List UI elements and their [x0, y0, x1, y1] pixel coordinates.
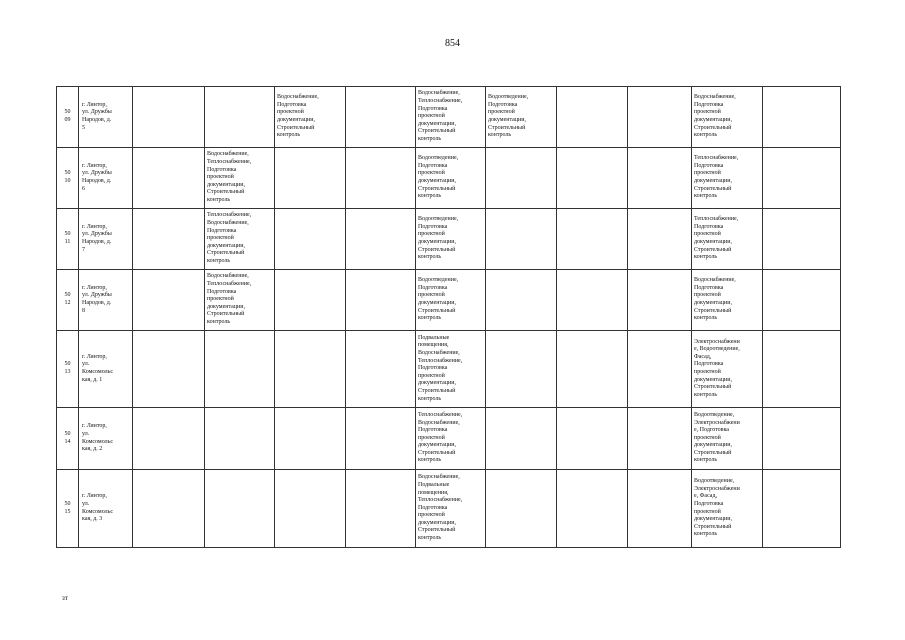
work-cell	[557, 148, 628, 209]
table-row	[57, 270, 841, 331]
work-cell	[205, 87, 275, 148]
work-cell	[205, 470, 275, 548]
work-cell	[275, 470, 346, 548]
work-cell	[557, 87, 628, 148]
row-number: 50 14	[57, 408, 79, 470]
work-cell	[763, 331, 841, 408]
address-cell: г. Лянтор, ул. Дружбы Народов, д. 8	[79, 270, 133, 331]
work-cell	[628, 408, 692, 470]
footer-mark: зт	[62, 594, 68, 602]
work-cell: Водоотведение, Подготовка проектной документации, Строительный контроль	[416, 270, 486, 331]
work-cell	[275, 408, 346, 470]
row-number: 50 12	[57, 270, 79, 331]
work-cell	[628, 87, 692, 148]
work-cell	[133, 87, 205, 148]
work-cell	[205, 408, 275, 470]
work-cell	[628, 148, 692, 209]
work-cell	[133, 408, 205, 470]
work-cell: Водоснабжение, Подготовка проектной документации, Строительный контроль	[692, 270, 763, 331]
work-cell	[557, 470, 628, 548]
address-cell: г. Лянтор, ул. Дружбы Народов, д. 5	[79, 87, 133, 148]
work-cell: Электроснабжени е, Водоотведение, Фасад, Подготовка проектной документации, Строительный контроль	[692, 331, 763, 408]
work-cell: Водоснабжение, Подвальные помещения, Теплоснабжение, Подготовка проектной документации, Строительный контроль	[416, 470, 486, 548]
address-cell: г. Лянтор, ул. Дружбы Народов, д. 6	[79, 148, 133, 209]
work-cell	[133, 270, 205, 331]
work-cell	[557, 408, 628, 470]
work-cell: Водоснабжение, Теплоснабжение, Подготовка проектной документации, Строительный контроль	[205, 148, 275, 209]
work-cell	[346, 470, 416, 548]
address-cell: г. Лянтор, ул. Комсомольс кая, д. 2	[79, 408, 133, 470]
work-cell: Теплоснабжение, Водоснабжение, Подготовка проектной документации, Строительный контроль	[416, 408, 486, 470]
page-number: 854	[445, 38, 460, 49]
work-cell	[486, 470, 557, 548]
work-cell	[763, 408, 841, 470]
work-cell	[346, 408, 416, 470]
work-cell: Водоснабжение, Теплоснабжение, Подготовка проектной документации, Строительный контроль	[416, 87, 486, 148]
work-cell	[486, 148, 557, 209]
work-cell	[486, 270, 557, 331]
work-cell: Водоотведение, Электроснабжени е, Подготовка проектной документации, Строительный контроль	[692, 408, 763, 470]
address-cell: г. Лянтор, ул. Комсомольс кая, д. 1	[79, 331, 133, 408]
work-cell	[628, 209, 692, 270]
work-cell	[557, 331, 628, 408]
work-cell: Водоотведение, Электроснабжени е, Фасад, Подготовка проектной документации, Строительный контроль	[692, 470, 763, 548]
work-cell	[346, 87, 416, 148]
table-row	[57, 470, 841, 548]
work-cell: Водоснабжение, Теплоснабжение, Подготовка проектной документации, Строительный контроль	[205, 270, 275, 331]
row-number: 50 11	[57, 209, 79, 270]
work-cell	[628, 270, 692, 331]
work-cell: Подвальные помещения, Водоснабжение, Теплоснабжение, Подготовка проектной документации, Строительный контроль	[416, 331, 486, 408]
work-cell	[763, 87, 841, 148]
work-cell	[346, 331, 416, 408]
table-row	[57, 148, 841, 209]
table-row	[57, 87, 841, 148]
work-cell: Теплоснабжение, Подготовка проектной документации, Строительный контроль	[692, 209, 763, 270]
work-cell	[628, 331, 692, 408]
work-cell	[275, 270, 346, 331]
work-cell: Водоотведение, Подготовка проектной документации, Строительный контроль	[486, 87, 557, 148]
work-cell: Водоснабжение, Подготовка проектной документации, Строительный контроль	[692, 87, 763, 148]
work-cell: Теплоснабжение, Водоснабжение, Подготовка проектной документации, Строительный контроль	[205, 209, 275, 270]
work-cell	[763, 209, 841, 270]
work-cell	[275, 148, 346, 209]
work-cell: Водоснабжение, Подготовка проектной документации, Строительный контроль	[275, 87, 346, 148]
repair-schedule-table	[56, 86, 841, 548]
work-cell	[133, 331, 205, 408]
table-row	[57, 408, 841, 470]
work-cell	[486, 408, 557, 470]
work-cell	[486, 209, 557, 270]
work-cell: Водоотведение, Подготовка проектной документации, Строительный контроль	[416, 209, 486, 270]
work-cell	[486, 331, 557, 408]
work-cell	[763, 270, 841, 331]
work-cell	[275, 209, 346, 270]
row-number: 50 09	[57, 87, 79, 148]
address-cell: г. Лянтор, ул. Комсомольс кая, д. 3	[79, 470, 133, 548]
work-cell	[557, 209, 628, 270]
work-cell	[133, 209, 205, 270]
work-cell	[275, 331, 346, 408]
work-cell	[557, 270, 628, 331]
work-cell	[346, 209, 416, 270]
work-cell	[133, 470, 205, 548]
work-cell	[205, 331, 275, 408]
address-cell: г. Лянтор, ул. Дружбы Народов, д. 7	[79, 209, 133, 270]
table-row	[57, 209, 841, 270]
work-cell	[346, 148, 416, 209]
work-cell	[628, 470, 692, 548]
row-number: 50 15	[57, 470, 79, 548]
work-cell	[133, 148, 205, 209]
row-number: 50 10	[57, 148, 79, 209]
work-cell: Водоотведение, Подготовка проектной документации, Строительный контроль	[416, 148, 486, 209]
work-cell	[346, 270, 416, 331]
work-cell	[763, 148, 841, 209]
table-row	[57, 331, 841, 408]
work-cell	[763, 470, 841, 548]
row-number: 50 13	[57, 331, 79, 408]
work-cell: Теплоснабжение, Подготовка проектной документации, Строительный контроль	[692, 148, 763, 209]
